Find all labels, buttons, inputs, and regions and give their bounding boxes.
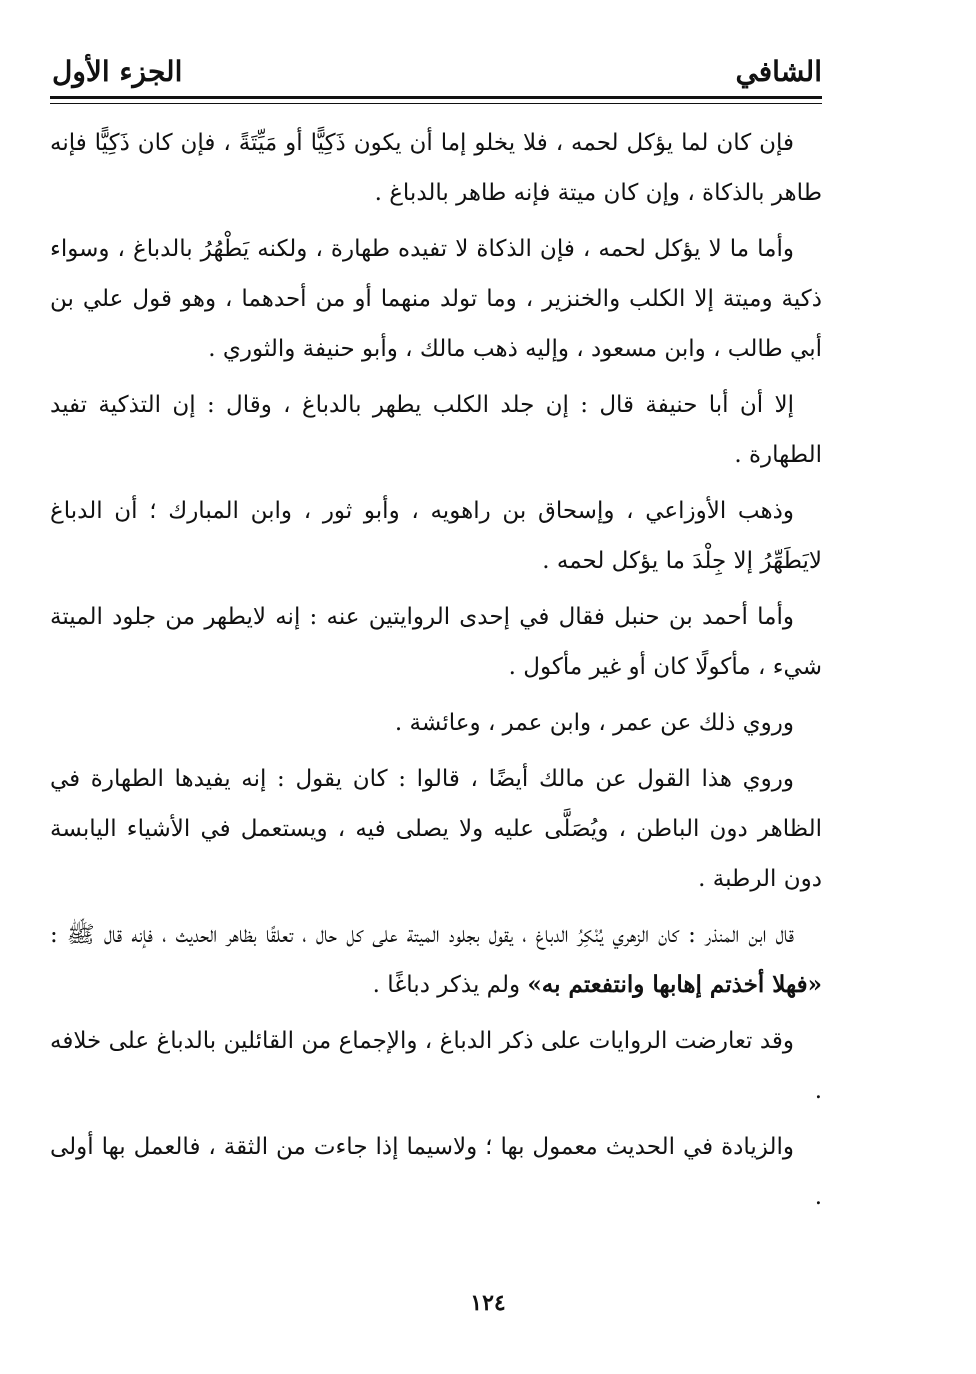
hadith-quote: «فهلا أخذتم إهابها وانتفعتم به» [527,971,822,998]
body-text [50,118,822,1228]
paragraph: وأما أحمد بن حنبل فقال في إحدى الروايتين عنه : إنه لايطهر من جلود الميتة شيء ، مأكولًا كان أو غير مأكول . [50,604,822,680]
paragraph: وذهب الأوزاعي ، وإسحاق بن راهويه ، وأبو ثور ، وابن المبارك ؛ أن الدباغ لايَطَهِّرُ إلا جِلْدَ ما يؤكل لحمه . [50,498,822,574]
running-header [52,52,822,92]
page-number: ١٢٤ [470,1290,506,1316]
paragraph: فإن كان لما يؤكل لحمه ، فلا يخلو إما أن يكون ذَكِيًّا أو مَيِّتَةً ، فإن كان ذَكِيًّا فإنه طاهر بالذكاة ، وإن كان ميتة فإنه طاهر بالدباغ . [50,130,822,206]
hadith-intro: قال ابن المنذر : كان الزهري يُنْكِرُ الدباغ ، يقول بجلود الميتة على كل حال ، تعلقًا بظاهر الحديث ، فإنه قال ﷺ : [50,922,794,948]
book-title: الشافي [735,55,822,88]
paragraph: وأما ما لا يؤكل لحمه ، فإن الذكاة لا تفيده طهارة ، ولكنه يَطْهُرُ بالدباغ ، وسواء ذكية وميتة إلا الكلب والخنزير ، وما تولد منهما أو من أحدهما ، وهو قول علي بن أبي طالب ، وابن مسعود ، وإليه ذهب مالك ، وأبو حنيفة والثوري . [50,236,822,362]
part-label: الجزء الأول [52,55,183,88]
paragraph: وقد تعارضت الروايات على ذكر الدباغ ، والإجماع من القائلين بالدباغ على خلافه . [50,1028,822,1104]
header-rule-thick [50,96,822,99]
paragraph: وروي هذا القول عن مالك أيضًا ، قالوا : كان يقول : إنه يفيدها الطهارة في الظاهر دون الباطن ، ويُصَلَّى عليه ولا يصلى فيه ، ويستعمل في الأشياء اليابسة دون الرطبة . [50,766,822,892]
hadith-outro: ولم يذكر دباغًا . [372,972,528,998]
hadith-paragraph [50,910,822,1010]
paragraph: والزيادة في الحديث معمول بها ؛ ولاسيما إذا جاءت من الثقة ، فالعمل بها أولى . [50,1134,822,1210]
header-rule-thin [50,103,822,104]
paragraph: إلا أن أبا حنيفة قال : إن جلد الكلب يطهر بالدباغ ، وقال : إن التذكية تفيد الطهارة . [50,392,822,468]
paragraph: وروي ذلك عن عمر ، وابن عمر ، وعائشة . [394,710,794,736]
